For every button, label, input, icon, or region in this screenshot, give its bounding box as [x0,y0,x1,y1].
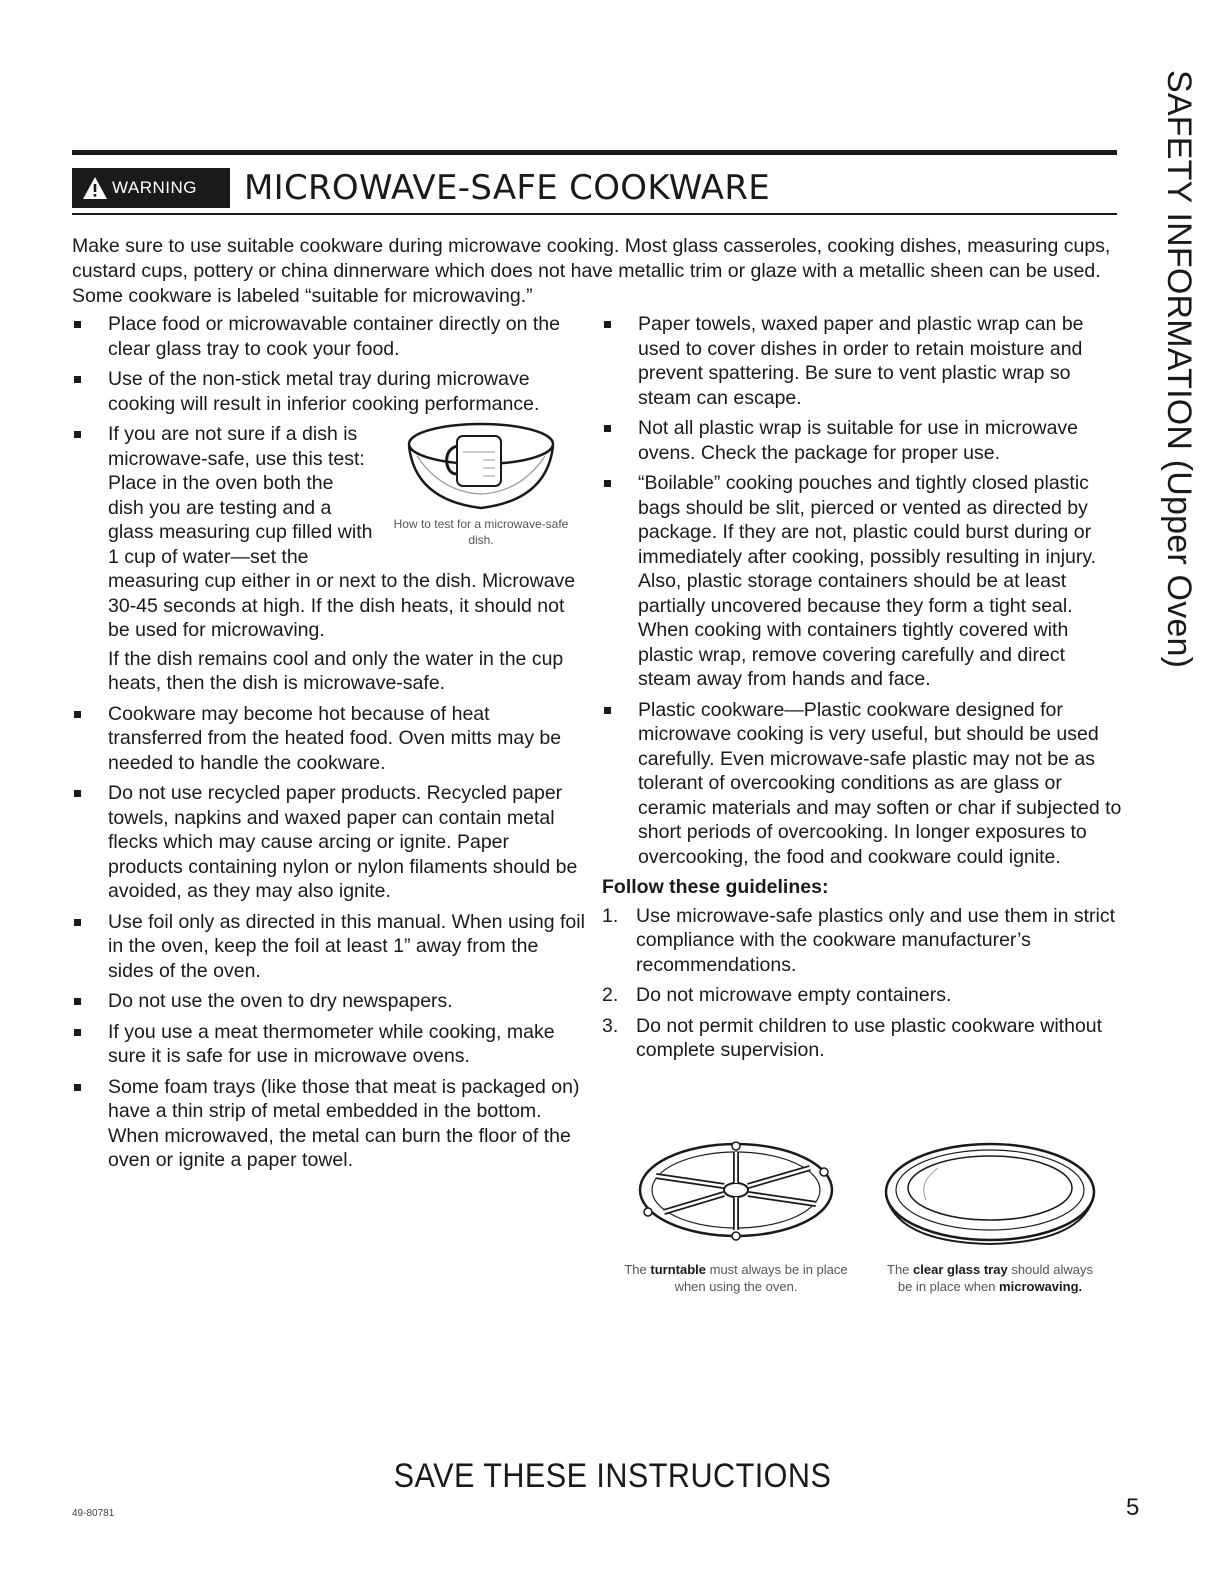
left-column [72,312,587,1179]
list-item: Not all plastic wrap is suitable for use in microwave ovens. Check the package for proper use. [602,416,1122,465]
test-caption: How to test for a microwave-safe dish. [393,517,569,547]
guideline-item: 1. Use microwave-safe plastics only and use them in strict compliance with the cookware manufacturer’s recommendations. [602,904,1116,976]
glass-tray-figure [878,1138,1102,1295]
test-followup: If the dish remains cool and only the water in the cup heats, then the dish is microwave-safe. [108,647,564,694]
measuring-cup-in-dish-icon [401,422,561,514]
document-code: 49-80781 [72,1508,115,1519]
guideline-item: 3. Do not permit children to use plastic cookware without complete supervision. [602,1014,1103,1061]
list-item: Do not use recycled paper products. Recycled paper towels, napkins and waxed paper can contain metal flecks which may cause arcing or ignite. Paper products containing nylon or nylon filaments should be avoided, as they may also ignite. [72,781,587,904]
footer-title: SAVE THESE INSTRUCTIONS [393,1457,832,1495]
page-number: 5 [1126,1494,1140,1521]
warning-triangle-icon [82,176,108,200]
list-item: Cookware may become hot because of heat transferred from the heated food. Oven mitts may be needed to handle the cookware. [72,702,587,776]
list-item: “Boilable” cooking pouches and tightly closed plastic bags should be slit, pierced or vented as directed by package. If they are not, plastic could burst during or immediately after cooking, possibly resulting in injury. Also, plastic storage containers should be at least partially uncovered because they form a tight seal. When cooking with containers tightly covered with plastic wrap, remove covering carefully and direct steam away from hands and face. [602,471,1122,692]
list-item: Do not use the oven to dry newspapers. [72,989,587,1014]
intro-paragraph: Make sure to use suitable cookware during microwave cooking. Most glass casseroles, cooking dishes, measuring cups, custard cups, pottery or china dinnerware which does not have metallic trim or glaze with a metallic sheen can be used. Some cookware is labeled “suitable for microwaving.” [72,235,1111,307]
turntable-figure [624,1138,848,1295]
warning-badge [72,168,230,208]
list-item: Some foam trays (like those that meat is packaged on) have a thin strip of metal embedded in the bottom. When microwaved, the metal can burn the floor of the oven or ignite a paper towel. [72,1075,587,1173]
list-item: Plastic cookware—Plastic cookware designed for microwave cooking is very useful, but should be used carefully. Even microwave-safe plastic may not be as tolerant of overcooking conditions as are glass or ceramic materials and may soften or char if subjected to short periods of overcooking. In longer exposures to overcooking, the food and cookware could ignite. [602,698,1122,870]
title-rule [72,213,1117,215]
guideline-item: 2. Do not microwave empty containers. [602,984,952,1006]
test-figure [381,422,581,548]
top-rule [72,150,1117,155]
list-item: If you use a meat thermometer while cooking, make sure it is safe for use in microwave ovens. [72,1020,587,1069]
side-section-title: SAFETY INFORMATION (Upper Oven) [1160,70,1198,669]
turntable-caption: The turntable must always be in place when using the oven. [624,1262,848,1294]
guidelines-list [602,904,1122,1063]
guidelines-heading: Follow these guidelines: [602,876,829,898]
turntable-icon [624,1138,848,1250]
list-item-test [72,422,587,696]
test-text: If you are not sure if a dish is microwave-safe, use this test: Place in the oven both the dish you are testing and a glass measuring cup filled with 1 cup of water—set the measuring cup either in or next to the dish. Microwave 30-45 seconds at high. If the dish heats, it should not be used for microwaving. [108,423,576,641]
glass-tray-caption: The clear glass tray should always be in place when microwaving. [887,1262,1093,1294]
list-item: Paper towels, waxed paper and plastic wrap can be used to cover dishes in order to retain moisture and prevent spattering. Be sure to vent plastic wrap so steam can escape. [602,312,1122,410]
glass-tray-icon [878,1138,1102,1250]
list-item: Use of the non-stick metal tray during microwave cooking will result in inferior cooking performance. [72,367,587,416]
right-column [602,312,1122,1069]
list-item: Place food or microwavable container directly on the clear glass tray to cook your food. [72,312,587,361]
list-item: Use foil only as directed in this manual. When using foil in the oven, keep the foil at least 1” away from the sides of the oven. [72,910,587,984]
warning-label: WARNING [112,178,198,197]
section-title: MICROWAVE-SAFE COOKWARE [244,168,771,208]
